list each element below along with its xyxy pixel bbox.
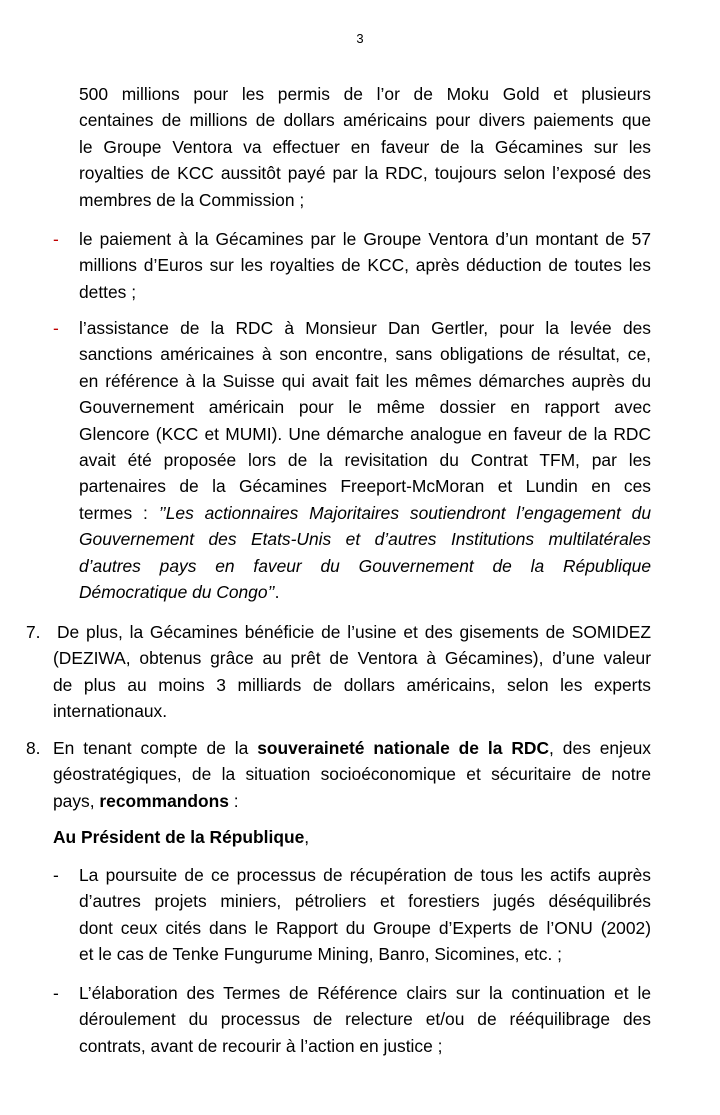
text-line: et le cas de Tenke Fungurume Mining, Banro, Sicomines, etc. ; (79, 944, 562, 965)
text-line: d’autres projets miniers, pétroliers et forestiers jugés déséquilibrés (79, 891, 651, 912)
text-line: de plus au moins 3 milliards de dollars américains, selon les experts (53, 674, 651, 695)
text-fragment: pays, (53, 790, 100, 811)
bullet-dash: - (53, 229, 59, 249)
quote-text: Gouvernement des Etats-Unis et d’autres Institutions multilatérales (79, 529, 651, 550)
text-fragment: termes : (79, 502, 159, 523)
bullet-assistance (79, 315, 651, 605)
quote-text: d’autres pays en faveur du Gouvernement de la République (79, 555, 651, 576)
text-fragment: , (304, 827, 310, 847)
text-fragment: : (228, 790, 239, 811)
bullet-termes (79, 980, 651, 1059)
text-line: internationaux. (53, 701, 168, 722)
quote-text: Démocratique du Congo’’ (79, 581, 275, 602)
page-number: 3 (356, 31, 364, 46)
emphasis-text: recommandons (99, 790, 229, 811)
bullet-payment (79, 226, 651, 305)
section-heading (53, 824, 309, 850)
text-line (53, 619, 651, 645)
text-line: La poursuite de ce processus de récupération de tous les actifs auprès (79, 865, 651, 885)
item-number: 8. (26, 738, 41, 758)
text-line: le paiement à la Gécamines par le Groupe Ventora d’un montant de 57 (79, 229, 651, 249)
quote-text: ’’Les actionnaires Majoritaires soutiendront l’engagement du (158, 502, 652, 523)
bullet-dash: - (53, 318, 59, 338)
text-fragment: . (274, 581, 280, 602)
text-line (53, 824, 309, 850)
text-line (53, 788, 651, 814)
text-line: Gouvernement américain pour le même dossier en rapport avec (79, 397, 651, 418)
quote-line (79, 553, 651, 579)
text-line: dettes ; (79, 281, 137, 302)
text-line: en référence à la Suisse qui avait fait les mêmes démarches auprès du (79, 370, 651, 391)
text-line: (DEZIWA, obtenus grâce au prêt de Ventora à Gécamines), d’une valeur (53, 648, 651, 669)
bullet-dash: - (53, 865, 59, 885)
text-line: le Groupe Ventora va effectuer en faveur de la Gécamines sur les (79, 136, 651, 157)
item-8 (53, 735, 651, 814)
text-line: membres de la Commission ; (79, 189, 305, 210)
text-line: centaines de millions de dollars américains pour divers paiements que (79, 110, 651, 131)
text-line: millions d’Euros sur les royalties de KCC, après déduction de toutes les (79, 255, 651, 276)
bullet-dash: - (53, 983, 59, 1003)
text-fragment: , des enjeux (549, 738, 651, 758)
text-fragment: En tenant compte de la (53, 738, 258, 758)
text-line: géostratégiques, de la situation socioéconomique et sécuritaire de notre (53, 764, 651, 785)
text-fragment: De plus, la Gécamines bénéficie de l’usine et des gisements de SOMIDEZ (57, 622, 651, 642)
text-line: sanctions américaines à son encontre, sans obligations de résultat, ce, (79, 344, 651, 365)
text-line: 500 millions pour les permis de l’or de Moku Gold et plusieurs (79, 84, 651, 104)
text-line: contrats, avant de recourir à l’action en justice ; (79, 1035, 443, 1056)
text-line: royalties de KCC aussitôt payé par la RDC, toujours selon l’exposé des (79, 163, 651, 184)
emphasis-text: souveraineté nationale de la RDC (257, 738, 550, 758)
text-line (53, 735, 651, 761)
text-line: avait été proposée lors de la revisitation du Contrat TFM, par les (79, 449, 651, 470)
paragraph-continuation (79, 81, 651, 213)
item-7 (53, 619, 651, 725)
bullet-poursuite (79, 862, 651, 968)
heading-text: Au Président de la République (53, 827, 305, 847)
text-line (79, 500, 651, 526)
quote-line (79, 526, 651, 552)
text-line: L’élaboration des Termes de Référence clairs sur la continuation et le (79, 983, 651, 1003)
text-line: Glencore (KCC et MUMI). Une démarche analogue en faveur de la RDC (79, 423, 651, 444)
quote-line (79, 579, 651, 605)
text-line: l’assistance de la RDC à Monsieur Dan Gertler, pour la levée des (79, 318, 651, 338)
text-line: partenaires de la Gécamines Freeport-McMoran et Lundin en ces (79, 476, 651, 497)
text-line: déroulement du processus de relecture et/ou de rééquilibrage des (79, 1009, 651, 1030)
item-number: 7. (26, 622, 41, 642)
text-line: dont ceux cités dans le Rapport du Groupe d’Experts de l’ONU (2002) (79, 917, 651, 938)
